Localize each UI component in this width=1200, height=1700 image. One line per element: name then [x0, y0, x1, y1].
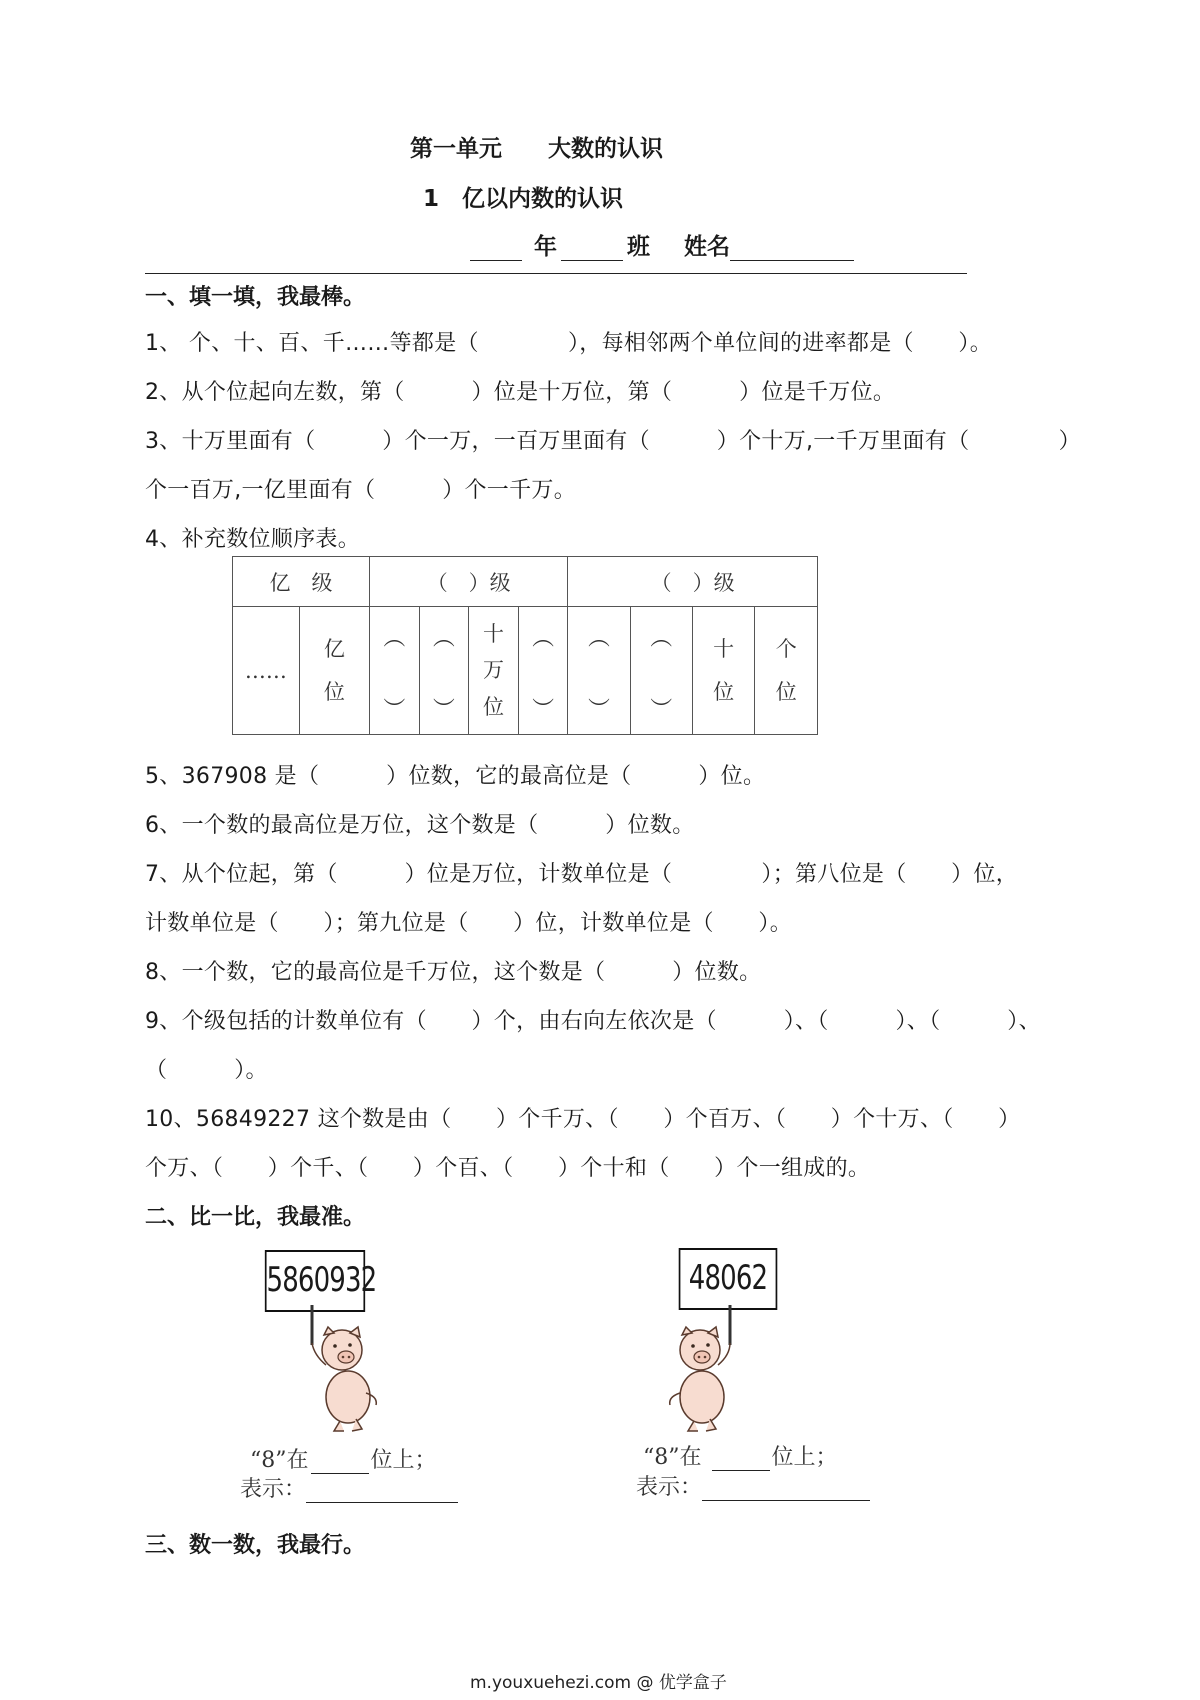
question-7-line2: 计数单位是（ ）；第九位是（ ）位，计数单位是（ ）。	[145, 911, 793, 936]
grade-blank[interactable]	[470, 259, 522, 261]
blank-place-cell[interactable]: ︵ ︶	[568, 607, 630, 735]
number-sign-1: 5860932	[265, 1250, 365, 1312]
class-label: 班	[627, 234, 650, 260]
dots-cell: ……	[233, 607, 300, 735]
pig-illustration-2	[660, 1305, 750, 1435]
answer-line-position-1: “8”在 位上；	[250, 1448, 437, 1473]
question-10-line1: 10、56849227 这个数是由（ ）个千万、（ ）个百万、（ ）个十万、（ ）	[145, 1107, 1021, 1132]
question-7-line1: 7、从个位起，第（ ）位是万位，计数单位是（ ）；第八位是（ ）位，	[145, 862, 1018, 887]
group-yi-header: 亿 级	[233, 557, 370, 607]
place-value-table	[232, 556, 818, 735]
answer-line-meaning-2: 表示：	[636, 1470, 870, 1501]
number-sign-2: 48062	[679, 1248, 778, 1310]
meaning-blank-1[interactable]	[306, 1501, 458, 1503]
blank-place-cell[interactable]: ︵ ︶	[630, 607, 692, 735]
question-4: 4、补充数位顺序表。	[145, 527, 360, 552]
shi-wei-cell: 十 位	[692, 607, 755, 735]
yi-wei-cell: 亿 位	[299, 607, 369, 735]
question-6: 6、一个数的最高位是万位，这个数是（ ）位数。	[145, 813, 695, 838]
section1-heading: 一、填一填，我最棒。	[145, 285, 366, 310]
section2-heading: 二、比一比，我最准。	[145, 1205, 366, 1230]
answer-line-meaning-1: 表示：	[240, 1472, 458, 1503]
student-info-line	[470, 228, 854, 261]
blank-place-cell[interactable]: ︵ ︶	[370, 607, 420, 735]
ge-wei-cell: 个 位	[755, 607, 818, 735]
grade-label: 年	[534, 234, 557, 260]
question-3-line2: 个一百万,一亿里面有（ ）个一千万。	[145, 478, 576, 503]
name-label: 姓名	[684, 234, 730, 260]
unit-title: 第一单元 大数的认识	[410, 136, 663, 162]
question-5: 5、367908 是（ ）位数，它的最高位是（ ）位。	[145, 764, 766, 789]
footer-watermark: m.youxuehezi.com @ 优学盒子	[470, 1673, 727, 1693]
lesson-title: 1 亿以内数的认识	[423, 186, 624, 212]
answer-line-position-2: “8”在 位上；	[643, 1445, 838, 1470]
group-wan-header[interactable]: （ ）级	[370, 557, 568, 607]
question-3-line1: 3、十万里面有（ ）个一万，一百万里面有（ ）个十万,一千万里面有（ ）	[145, 429, 1081, 454]
question-10-line2: 个万、（ ）个千、（ ）个百、（ ）个十和（ ）个一组成的。	[145, 1156, 871, 1181]
section3-heading: 三、数一数，我最行。	[145, 1533, 366, 1558]
header-divider	[145, 273, 967, 274]
question-8: 8、一个数，它的最高位是千万位，这个数是（ ）位数。	[145, 960, 762, 985]
question-1: 1、 个、十、百、千……等都是（ ），每相邻两个单位间的进率都是（ ）。	[145, 331, 992, 356]
question-9-line1: 9、个级包括的计数单位有（ ）个，由右向左依次是（ ）、（ ）、（ ）、	[145, 1009, 1041, 1034]
question-2: 2、从个位起向左数，第（ ）位是十万位，第（ ）位是千万位。	[145, 380, 896, 405]
meaning-blank-2[interactable]	[702, 1499, 870, 1501]
class-blank[interactable]	[561, 259, 623, 261]
group-ge-header[interactable]: （ ）级	[568, 557, 818, 607]
name-blank[interactable]	[730, 259, 854, 261]
question-9-line2: （ ）。	[145, 1058, 268, 1083]
pig-illustration-1	[300, 1305, 390, 1435]
blank-place-cell[interactable]: ︵ ︶	[419, 607, 469, 735]
shiwan-wei-cell: 十 万 位	[469, 607, 519, 735]
blank-place-cell[interactable]: ︵ ︶	[518, 607, 568, 735]
